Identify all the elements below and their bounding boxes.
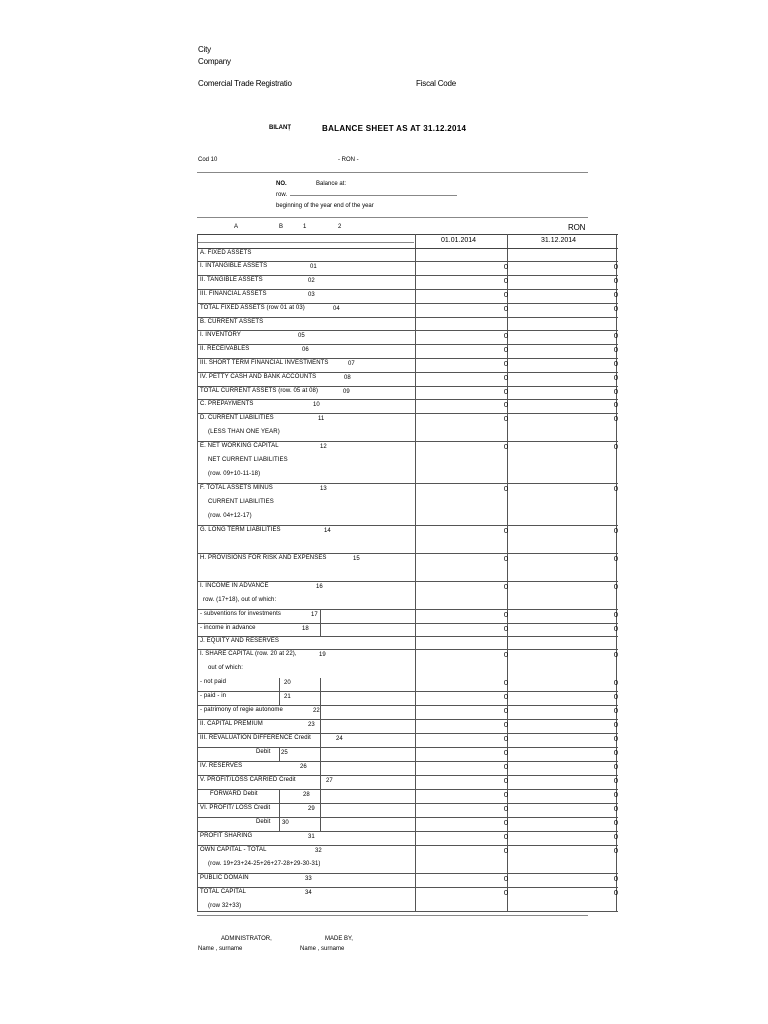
value-start-of-year: 0 xyxy=(503,692,508,701)
row-label: E. NET WORKING CAPITAL xyxy=(200,443,279,449)
row-sublabel: (row. 09+10-11-18) xyxy=(208,471,261,477)
column-1-label: 1 xyxy=(303,224,307,230)
value-start-of-year: 0 xyxy=(503,276,508,285)
header-divider xyxy=(197,172,588,173)
table-row xyxy=(198,818,618,832)
value-start-of-year: 0 xyxy=(503,442,508,451)
value-start-of-year: 0 xyxy=(503,610,508,619)
cell-divider xyxy=(279,692,280,706)
table-row xyxy=(198,345,618,359)
row-label: J. EQUITY AND RESERVES xyxy=(200,638,280,644)
row-label: - not paid xyxy=(200,679,227,685)
value-end-of-year: 0 xyxy=(613,734,618,743)
row-label: IV. RESERVES xyxy=(200,763,243,769)
row-label: I. SHARE CAPITAL (row. 20 at 22), xyxy=(200,651,297,657)
value-start-of-year: 0 xyxy=(503,678,508,687)
value-end-of-year: 0 xyxy=(613,442,618,451)
table-row xyxy=(198,276,618,290)
table-row xyxy=(198,720,618,734)
value-start-of-year: 0 xyxy=(503,345,508,354)
value-start-of-year: 0 xyxy=(503,526,508,535)
row-label: TOTAL CURRENT ASSETS (row. 05 at 08) xyxy=(200,388,319,394)
table-row xyxy=(198,582,618,610)
value-end-of-year: 0 xyxy=(613,804,618,813)
value-start-of-year: 0 xyxy=(503,290,508,299)
value-start-of-year: 0 xyxy=(503,373,508,382)
table-row xyxy=(198,832,618,846)
row-label: V. PROFIT/LOSS CARRIED Credit xyxy=(200,777,296,783)
row-number: 14 xyxy=(324,528,331,534)
row-label: I. INVENTORY xyxy=(200,332,241,338)
table-top-border xyxy=(198,234,618,235)
value-start-of-year: 0 xyxy=(503,818,508,827)
value-end-of-year: 0 xyxy=(613,610,618,619)
value-end-of-year: 0 xyxy=(613,874,618,883)
value-end-of-year: 0 xyxy=(613,846,618,855)
row-number: 03 xyxy=(308,292,315,298)
table-row xyxy=(198,400,618,414)
cell-divider xyxy=(279,818,280,832)
table-row xyxy=(198,359,618,373)
row-label: TOTAL FIXED ASSETS (row 01 at 03) xyxy=(200,305,305,311)
row-number: 27 xyxy=(326,778,333,784)
row-label: PUBLIC DOMAIN xyxy=(200,875,249,881)
balance-sheet-table xyxy=(197,234,617,912)
table-row xyxy=(198,484,618,526)
row-label: III. REVALUATION DIFFERENCE Credit xyxy=(200,735,311,741)
row-label: A. FIXED ASSETS xyxy=(200,250,252,256)
cell-divider xyxy=(320,720,321,734)
row-number: 01 xyxy=(310,264,317,270)
cell-divider xyxy=(320,762,321,776)
value-end-of-year: 0 xyxy=(613,790,618,799)
table-row xyxy=(198,526,618,554)
row-number: 07 xyxy=(348,361,355,367)
value-start-of-year: 0 xyxy=(503,582,508,591)
value-start-of-year: 0 xyxy=(503,790,508,799)
value-start-of-year: 0 xyxy=(503,734,508,743)
value-end-of-year: 0 xyxy=(613,832,618,841)
row-label: row. xyxy=(276,192,288,198)
row-number: 06 xyxy=(302,347,309,353)
value-end-of-year: 0 xyxy=(613,345,618,354)
table-row xyxy=(198,610,618,624)
row-number: 02 xyxy=(308,278,315,284)
value-end-of-year: 0 xyxy=(613,484,618,493)
cell-divider xyxy=(320,678,321,692)
table-row xyxy=(198,734,618,748)
row-number: 29 xyxy=(308,806,315,812)
ron-label: RON xyxy=(568,223,586,232)
row-sublabel: (LESS THAN ONE YEAR) xyxy=(208,429,280,435)
cell-divider xyxy=(320,706,321,720)
row-number: 28 xyxy=(303,792,310,798)
value-start-of-year: 0 xyxy=(503,262,508,271)
table-row xyxy=(198,804,618,818)
row-number: 21 xyxy=(284,694,291,700)
value-start-of-year: 0 xyxy=(503,706,508,715)
cell-divider xyxy=(320,734,321,748)
value-end-of-year: 0 xyxy=(613,762,618,771)
row-number: 22 xyxy=(313,708,320,714)
value-end-of-year: 0 xyxy=(613,624,618,633)
cell-divider xyxy=(279,804,280,818)
table-row xyxy=(198,762,618,776)
row-label: II. CAPITAL PREMIUM xyxy=(200,721,263,727)
value-start-of-year: 0 xyxy=(503,832,508,841)
value-start-of-year: 0 xyxy=(503,387,508,396)
column-header-divider xyxy=(197,217,588,218)
row-divider xyxy=(198,911,618,912)
row-label: D. CURRENT LIABILITIES xyxy=(200,415,274,421)
value-end-of-year: 0 xyxy=(613,692,618,701)
balance-at-underline xyxy=(290,195,457,196)
value-end-of-year: 0 xyxy=(613,776,618,785)
made-by-name-label: Name , surname xyxy=(300,946,345,952)
no-label: NO. xyxy=(276,181,287,187)
value-end-of-year: 0 xyxy=(613,387,618,396)
row-label: VI. PROFIT/ LOSS Credit xyxy=(200,805,271,811)
table-row xyxy=(198,249,618,262)
balance-at-label: Balance at: xyxy=(316,181,347,187)
value-end-of-year: 0 xyxy=(613,650,618,659)
value-end-of-year: 0 xyxy=(613,331,618,340)
row-label: Debit xyxy=(256,819,271,825)
value-end-of-year: 0 xyxy=(613,414,618,423)
value-start-of-year: 0 xyxy=(503,484,508,493)
date-end-header: 31.12.2014 xyxy=(541,237,577,244)
row-number: 11 xyxy=(318,416,325,422)
table-row xyxy=(198,888,618,912)
row-sublabel: row. (17+18), out of which: xyxy=(203,597,277,603)
row-label: III. SHORT TERM FINANCIAL INVESTMENTS xyxy=(200,360,329,366)
row-label: II. TANGIBLE ASSETS xyxy=(200,277,263,283)
table-row xyxy=(198,331,618,345)
table-row xyxy=(198,637,618,650)
row-label: F. TOTAL ASSETS MINUS xyxy=(200,485,273,491)
value-end-of-year: 0 xyxy=(613,582,618,591)
row-label: - income in advance xyxy=(200,625,256,631)
made-by-label: MADE BY, xyxy=(325,936,353,942)
label-underline xyxy=(198,242,414,243)
row-number: 24 xyxy=(336,736,343,742)
table-row xyxy=(198,554,618,582)
table-row xyxy=(198,874,618,888)
row-number: 25 xyxy=(281,750,288,756)
row-number: 13 xyxy=(320,486,327,492)
value-end-of-year: 0 xyxy=(613,720,618,729)
cell-divider xyxy=(320,818,321,832)
row-number: 16 xyxy=(316,584,323,590)
row-sublabel: NET CURRENT LIABILITIES xyxy=(208,457,288,463)
table-row xyxy=(198,790,618,804)
column-2-label: 2 xyxy=(338,224,342,230)
value-end-of-year: 0 xyxy=(613,818,618,827)
cell-divider xyxy=(279,748,280,762)
row-number: 05 xyxy=(298,333,305,339)
cell-divider xyxy=(320,748,321,762)
row-sublabel: (row. 19+23+24-25+26+27-28+29-30-31) xyxy=(208,861,321,867)
row-number: 31 xyxy=(308,834,315,840)
row-sublabel: (row 32+33) xyxy=(208,903,242,909)
row-number: 34 xyxy=(305,890,312,896)
table-row xyxy=(198,304,618,318)
row-number: 15 xyxy=(353,556,360,562)
row-number: 18 xyxy=(302,626,309,632)
cell-divider xyxy=(279,790,280,804)
value-start-of-year: 0 xyxy=(503,359,508,368)
administrator-name-label: Name , surname xyxy=(198,946,243,952)
row-number: 33 xyxy=(305,876,312,882)
city-label: City xyxy=(198,45,211,54)
value-start-of-year: 0 xyxy=(503,400,508,409)
row-label: TOTAL CAPITAL xyxy=(200,889,247,895)
value-start-of-year: 0 xyxy=(503,888,508,897)
row-number: 08 xyxy=(344,375,351,381)
value-end-of-year: 0 xyxy=(613,888,618,897)
value-start-of-year: 0 xyxy=(503,776,508,785)
table-row xyxy=(198,318,618,331)
value-end-of-year: 0 xyxy=(613,276,618,285)
value-end-of-year: 0 xyxy=(613,554,618,563)
row-label: OWN CAPITAL - TOTAL xyxy=(200,847,267,853)
registration-label: Comercial Trade Registratio xyxy=(198,79,292,88)
company-label: Company xyxy=(198,57,231,66)
value-end-of-year: 0 xyxy=(613,262,618,271)
value-end-of-year: 0 xyxy=(613,748,618,757)
value-end-of-year: 0 xyxy=(613,290,618,299)
row-label: IV. PETTY CASH AND BANK ACCOUNTS xyxy=(200,374,317,380)
table-row xyxy=(198,678,618,692)
row-sublabel: CURRENT LIABILITIES xyxy=(208,499,274,505)
cell-divider xyxy=(279,678,280,692)
value-start-of-year: 0 xyxy=(503,762,508,771)
cell-divider xyxy=(320,624,321,637)
value-start-of-year: 0 xyxy=(503,624,508,633)
value-end-of-year: 0 xyxy=(613,400,618,409)
row-number: 19 xyxy=(319,652,326,658)
table-row xyxy=(198,387,618,400)
value-end-of-year: 0 xyxy=(613,304,618,313)
table-row xyxy=(198,776,618,790)
table-row xyxy=(198,706,618,720)
value-start-of-year: 0 xyxy=(503,720,508,729)
row-number: 26 xyxy=(300,764,307,770)
column-b-label: B xyxy=(279,224,284,230)
row-label: PROFIT SHARING xyxy=(200,833,253,839)
table-row xyxy=(198,748,618,762)
row-label: G. LONG TERM LIABILITIES xyxy=(200,527,281,533)
cod-label: Cod 10 xyxy=(198,157,218,163)
table-row xyxy=(198,624,618,637)
row-label: - patrimony of regie autonome xyxy=(200,707,283,713)
row-label: H. PROVISIONS FOR RISK AND EXPENSES xyxy=(200,555,327,561)
row-label: II. RECEIVABLES xyxy=(200,346,250,352)
cell-divider xyxy=(320,610,321,624)
table-row xyxy=(198,262,618,276)
value-end-of-year: 0 xyxy=(613,359,618,368)
row-number: 32 xyxy=(315,848,322,854)
cell-divider xyxy=(320,790,321,804)
table-row xyxy=(198,846,618,874)
value-end-of-year: 0 xyxy=(613,373,618,382)
row-number: 17 xyxy=(311,612,318,618)
fiscal-code-label: Fiscal Code xyxy=(416,79,457,88)
row-number: 10 xyxy=(313,402,320,408)
table-row xyxy=(198,442,618,484)
value-start-of-year: 0 xyxy=(503,650,508,659)
row-number: 04 xyxy=(333,306,340,312)
row-number: 20 xyxy=(284,680,291,686)
row-number: 12 xyxy=(320,444,327,450)
value-start-of-year: 0 xyxy=(503,874,508,883)
value-start-of-year: 0 xyxy=(503,331,508,340)
row-label: FORWARD Debit xyxy=(210,791,258,797)
date-start-header: 01.01.2014 xyxy=(441,237,477,244)
row-sublabel: out of which: xyxy=(208,665,243,671)
row-label: - subventions for investments xyxy=(200,611,281,617)
value-start-of-year: 0 xyxy=(503,304,508,313)
value-start-of-year: 0 xyxy=(503,846,508,855)
beginning-end-label: beginning of the year end of the year xyxy=(276,203,374,209)
value-end-of-year: 0 xyxy=(613,526,618,535)
cell-divider xyxy=(320,804,321,818)
row-sublabel: (row. 04+12-17) xyxy=(208,513,252,519)
table-row xyxy=(198,414,618,442)
row-number: 30 xyxy=(282,820,289,826)
page-title: BALANCE SHEET AS AT 31.12.2014 xyxy=(322,124,467,133)
administrator-label: ADMINISTRATOR, xyxy=(221,936,272,942)
bilant-label: BILANȚ xyxy=(269,125,291,131)
row-label: I. INCOME IN ADVANCE xyxy=(200,583,269,589)
cell-divider xyxy=(320,692,321,706)
cell-divider xyxy=(320,776,321,790)
row-label: III. FINANCIAL ASSETS xyxy=(200,291,267,297)
value-start-of-year: 0 xyxy=(503,414,508,423)
value-start-of-year: 0 xyxy=(503,554,508,563)
row-number: 09 xyxy=(343,389,350,395)
column-a-label: A xyxy=(234,224,239,230)
table-row xyxy=(198,692,618,706)
row-label: I. INTANGIBLE ASSETS xyxy=(200,263,268,269)
value-start-of-year: 0 xyxy=(503,804,508,813)
value-end-of-year: 0 xyxy=(613,678,618,687)
currency-label: - RON - xyxy=(338,157,359,163)
table-row xyxy=(198,290,618,304)
row-label: - paid - in xyxy=(200,693,227,699)
row-label: B. CURRENT ASSETS xyxy=(200,319,264,325)
row-label: C. PREPAYMENTS xyxy=(200,401,254,407)
table-row xyxy=(198,373,618,387)
row-label: Debit xyxy=(256,749,271,755)
row-number: 23 xyxy=(308,722,315,728)
value-end-of-year: 0 xyxy=(613,706,618,715)
footer-divider xyxy=(197,915,588,916)
value-start-of-year: 0 xyxy=(503,748,508,757)
